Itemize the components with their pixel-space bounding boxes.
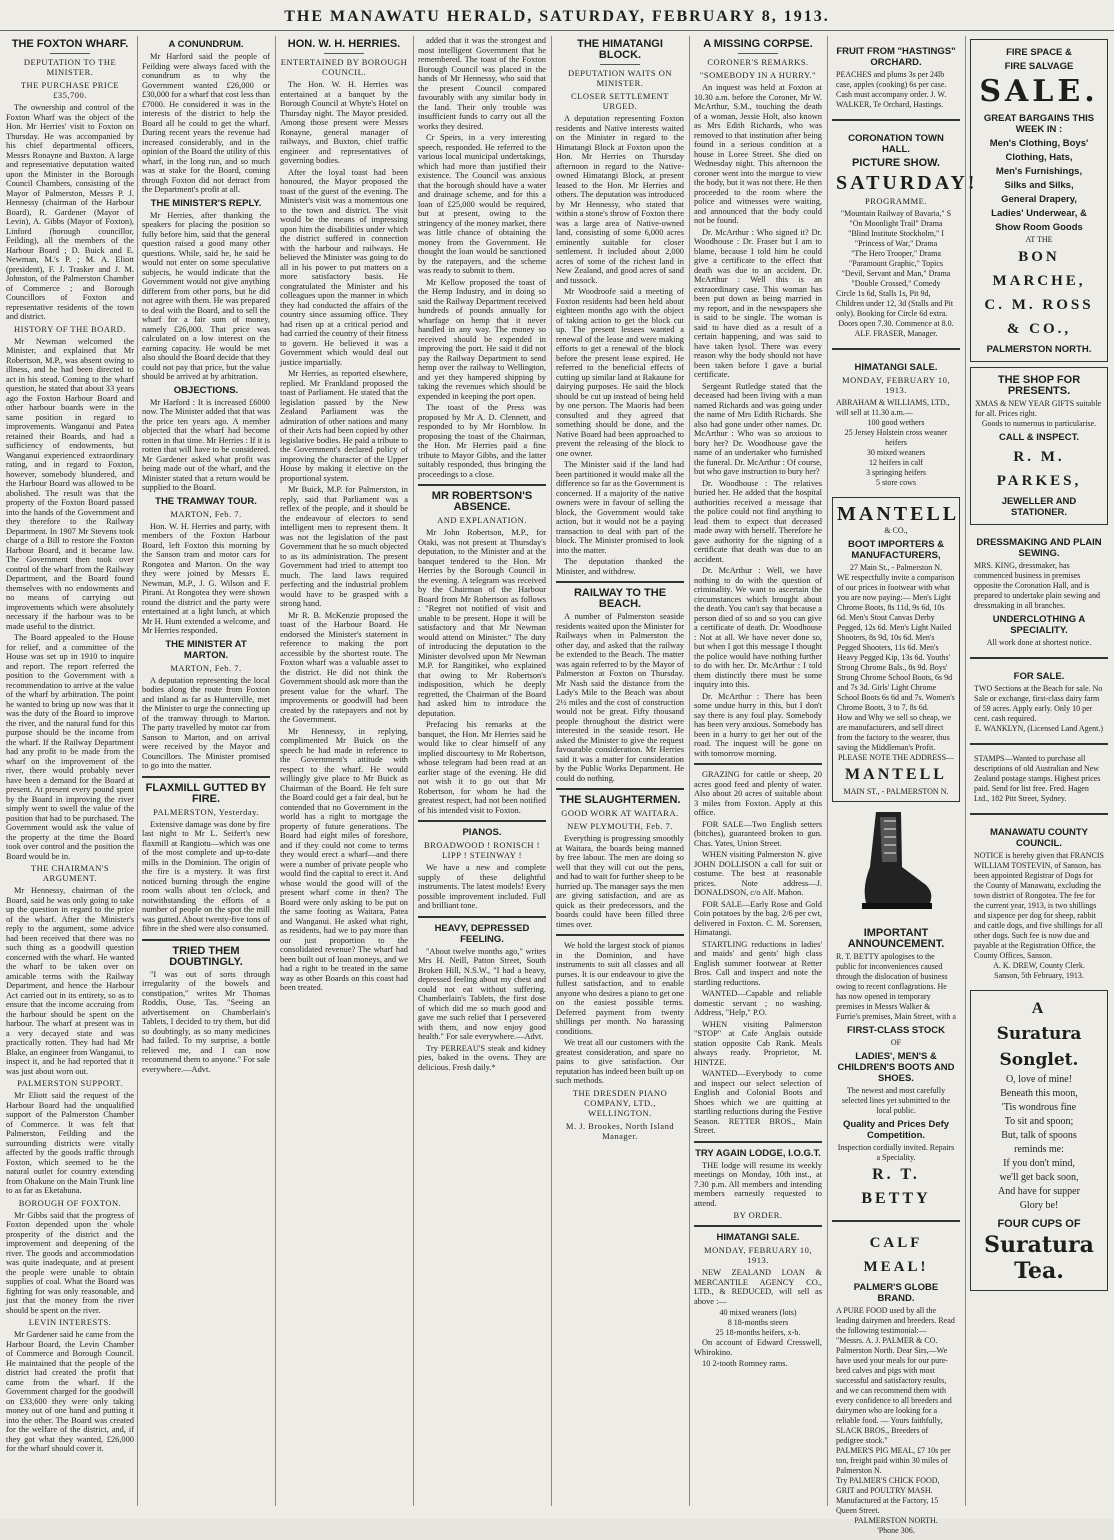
article-paragraph: Dr. Woodhouse : The relatives buried her. He added that the hospital authorities received a message that the police could not find anything to lead them to expect that deceased made away with herself. Therefore he gave authority for the signing of a certificate that death was due to an accident. <box>694 478 822 564</box>
article-paragraph: Dr. McArthur : Well, we have nothing to do with the question of criminality. We want to ascertain the circumstances which brought about the death. You can't say that because a person died of so and so you can give a certificate of death. Dr. Woodhouse : Not at all. We have never done so, but when I got this message I thought the police would have nothing further to do with her. Dr. McArthur : I told them distinctly there must be some inquiry into this. <box>694 566 822 689</box>
advert-betty <box>832 921 960 1215</box>
article-paragraph: Dr. McArthur : Who signed it? Dr. Woodhouse : Dr. Fraser but I am to blame, because I told him he could give a certificate to the effect that death was due to an accident. Dr. McArthur : Well this is an extraordinary case. This woman has been put down as being married in my report, and in the newspapers she is said to be single. The woman is said to have died as a result of a certain happening, and was said to have taken lysol. There was every reason why the body should not have been taken before I gave a burial certificate. <box>694 227 822 379</box>
advert-text: ABRAHAM & WILLIAMS, LTD., will sell at 11.30 a.m.— <box>836 398 950 417</box>
advert-signature: THE DRESDEN PIANO COMPANY, LTD., WELLINGTON. <box>572 1087 668 1118</box>
advert-address: MAIN ST., - PALMERSTON N. <box>843 787 949 796</box>
poem-line: 'Tis wondrous fine <box>1001 1102 1077 1113</box>
divider <box>324 53 364 54</box>
article-paragraph: Mr R. B. McKenzie proposed the toast of the Harbour Board. He endorsed the Minister's statement in reference to making the port accessible by the shortest route. The Foxton wharf was a valuable asset to the district. He did not think the Government should ask more than the present value for the wharf. The improvements or goodwill had been created by the ratepayers and not by the Government. <box>280 610 408 724</box>
article-paragraph: Mr Harford : It is increased £6000 now. The Minister added that that was the price ten years ago. A member objected that the wharf had become rotten in that time. Mr Herries : If it is rotten that will have to be considered. Mr Gardener asked what profit was being made out of the wharf, and the Minister stated that a return would be supplied to the Board. <box>142 397 270 492</box>
advert-signature: ALF. FRASER, Manager. <box>854 329 938 338</box>
poem-line: If you don't mind, <box>1003 1158 1075 1169</box>
advert-paragraph: We treat all our customers with the greatest consideration, and spare no pains to give satisfaction. Our reputation has indeed been built up on such methods. <box>556 1038 684 1085</box>
classified-ad: WHEN visiting Palmerston N. give JOHN DOLLISON a call for suit or costume. The best at reasonable prices. Note address—J. DONALDSON, c/o Alf. Mahon. <box>694 850 822 897</box>
article-headline: THE FOXTON WHARF. <box>11 38 129 50</box>
advert-phone: 'Phone 306. <box>877 1526 915 1535</box>
stock-item: 30 mixed weaners <box>866 448 926 457</box>
stock-item: 12 heifers in calf <box>869 458 923 467</box>
article-subhead: GOOD WORK AT WAITARA. <box>561 808 679 818</box>
dateline: NEW PLYMOUTH, Feb. 7. <box>567 821 673 831</box>
divider <box>556 788 684 790</box>
article-headline: RAILWAY TO THE BEACH. <box>573 587 667 610</box>
column-rule <box>965 36 966 1506</box>
advert-stamps <box>970 750 1108 808</box>
advert-big-title: Suratura Tea. <box>984 1232 1094 1284</box>
advert-headline: TRIED THEM DOUBTINGLY. <box>169 944 243 968</box>
article-paragraph: Mr Herries, after thanking the speakers for placing the position so fully before him, said that the general question raised a good many other questions. While, said he, he said he would not enter on some speculative subjects, he would indicate that the Government would not give anything different from other ports, but he did not agree with them. He was prepared to deal with the Board, and to sell the wharf for a fair sum of money, namely £26,000. That price was calculated on a low interest on the earning capacity. He would be met also should the Board decide that they could not pay that price, but the value should be arrived at by arbitration. <box>142 210 270 381</box>
poem-line: Beneath this moon, <box>1000 1088 1078 1099</box>
advert-subhead: FIRE SALVAGE <box>1004 61 1074 72</box>
advert-subhead: PALMER'S GLOBE BRAND. <box>853 1282 939 1304</box>
sale-item: Men's Clothing, Boys' <box>989 138 1089 149</box>
notice-signature: A. K. DREW, County Clerk. <box>993 961 1085 970</box>
column-2 <box>142 36 270 1508</box>
advert-big-title: CALF MEAL! <box>863 1235 929 1275</box>
advert-himatangi-sale <box>832 355 960 492</box>
column-3 <box>280 36 408 1508</box>
article-headline: THE MINISTER AT MARTON. <box>165 638 247 661</box>
advert-text: R. T. BETTY apologises to the public for inconveniences caused through the dislocation of business owing to recent conflagrations. He has now opened in temporary premises in Messrs Walker & Furrie's premises, Main Street, with a <box>836 952 956 1021</box>
column-4 <box>418 36 546 1508</box>
divider <box>418 484 546 486</box>
programme-item: "The Hero Trooper," Drama <box>851 249 941 258</box>
divider <box>738 53 778 54</box>
divider <box>832 348 960 350</box>
article-paragraph: Mr Eliott said the request of the Harbour Board had the unqualified support of the Palmerston Chamber of Commerce. It was felt that Palmerston, Feilding and the surrounding districts were vitally affected by the goods traffic through Foxton, which seemed to be the natural outlet for country extending from Ohakune on the Main Trunk line to as far as Eketahuna. <box>6 1091 134 1195</box>
advert-date: MONDAY, FEBRUARY 10, 1913. <box>842 375 950 395</box>
advert-big-title: MANTELL <box>837 503 960 525</box>
stock-item: 3 springing heifers <box>866 468 926 477</box>
article-paragraph: Mr Newman welcomed the Minister, and explained that Mr Robertson, M.P., was absent owing to illness, and he had been directed to act in his stead. Coming to the wharf question, he stated that about 33 years ago the Foxton Harbour Board and other harbour boards were in the same position in regard to improvements. Wanganui and Patea retained their Boards, and had a sufficiency of endowments, but Wanganui experienced extraordinary rating, and in regard to Foxton, however, somebody blundered, and the Harbour Board was allowed to be abolished. The result was that the property of the Foxton Board passed into the hands of the Government and they therefore to the Railway Department. In 1907 Mr Stevens took charge of a Bill to restore the Foxton Harbour Board, and it became law. The Government then took over control of the wharf from the Railway Department, and the Board found themselves with no endowments and no means of carrying out improvements which were absolutely necessary if the harbour was to be made useful to the district. <box>6 336 134 631</box>
advert-text: Inspection cordially invited. Repairs a Speciality. <box>837 1143 955 1162</box>
article-paragraph: added that it was the strongest and most intelligent Government that he remembered. The toast of the Foxton Borough Council was placed in the hands of Mr Hennessy, who said that the present Council compared favourably with any similar body in the land. Their only trouble was insufficient funds to carry out all the works they desired. <box>418 36 546 131</box>
article-paragraph: The toast of the Press was proposed by Mr A. D. Clennett, and responded to by Mr Hornblow. In proposing the toast of the Chairman, the Hon. Mr Herries paid a fine tribute to Mayor Gibbs, and the latter suitably responded, thus bringing the proceedings to a close. <box>418 403 546 479</box>
advert-for-sale <box>970 664 1108 738</box>
article-subhead: CORONER'S REMARKS. <box>707 57 809 67</box>
dateline: PALMERSTON, Yesterday. <box>153 806 259 817</box>
article-subhead: AND EXPLANATION. <box>437 515 527 525</box>
advert-suratura <box>970 990 1108 1291</box>
poem-line: But, talk of spoons <box>1001 1130 1077 1141</box>
advert-headline: IMPORTANT ANNOUNCEMENT. <box>847 927 945 950</box>
column-5 <box>556 36 684 1508</box>
advert-subhead: GREAT BARGAINS THIS WEEK IN : <box>983 113 1095 135</box>
article-paragraph: Cr Speirs, in a very interesting speech, responded. He referred to the various local municipal undertakings, which had more than justified their existence. The Council was anxious that the borough should have a water and drainage scheme, and for this a loan of £25,000 would be required, but at present, owing to the stringency of the money market, there was little chance of obtaining the money from the Government. He thought the loan would be sanctioned by the ratepayers, and the scheme was ready to submit to them. <box>418 133 546 275</box>
column-rule <box>551 36 552 1506</box>
advert-headline: CORONATION TOWN HALL. <box>848 133 944 155</box>
advert-big-title: R. M. PARKES, <box>996 449 1082 489</box>
advert-big-title: MANTELL <box>845 766 947 783</box>
advert-text: Try PALMER'S CHICK FOOD, GRIT and POULTRY MASH. Manufactured at the Factory, 15 Queen Street. <box>836 1476 940 1515</box>
article-subhead: CLOSER SETTLEMENT URGED. <box>571 91 669 111</box>
divider <box>832 119 960 121</box>
advert-big-title: SATURDAY! <box>836 172 978 194</box>
advert-text: The newest and most carefully selected lines yet submitted to the local public. <box>841 1086 951 1115</box>
article-paragraph: The Minister said if the land had been partitioned it would make all the difference so far as the Government is concerned. If a majority of the native owners were in favour of selling the block, the Government would take action, but it would not be a paying transaction to deal with part of the block. The Minister promised to look into the matter. <box>556 460 684 555</box>
advert-subhead: FOUR CUPS OF <box>997 1218 1081 1230</box>
article-paragraph: The Board appealed to the House for relief, and a committee of the House was set up in 1910 to inquire and report. The report referred the position to the Government with a recommendation to arrive at the value of the wharf by arbitration. The point he wanted to bring up now was that it was the duty of the Board to improve the river, and the natural fund for this purpose should be the income from the wharf. If the Railway Department had any profit to be made from the wharf on the improvement of the river, there would probably never have been a demand for the Board at present. At present every pound spent by the Board in improving the river simply went to swell the value of the position that had to be purchased. The Government would ask the value of the property at the time the Board took over control and the position the Board would be in. <box>6 633 134 861</box>
advert-headline: FOR SALE. <box>1013 671 1065 682</box>
article-foxton-wharf <box>6 39 134 1454</box>
advert-headline: TRY AGAIN LODGE, I.O.G.T. <box>695 1147 821 1159</box>
article-subhead: "SOMEBODY IN A HURRY." <box>699 70 817 80</box>
notice-signature: BY ORDER. <box>733 1210 783 1220</box>
advert-paragraph: NEW ZEALAND LOAN & MERCANTILE AGENCY CO., LTD., & REDUCED, will sell as above :— <box>694 1268 822 1306</box>
advert-paragraph: We hold the largest stock of pianos in the Dominion, and have instruments to suit all classes and all purses. It is our endeavour to give the fullest satisfaction, and to enable anyone who desires a piano to get one on the easiest possible terms. Deferred payment from twenty shillings per month. No harassing conditions. <box>556 941 684 1036</box>
article-headline: A CONUNDRUM. <box>168 39 244 50</box>
advert-headline: HEAVY, DEPRESSED FEELING. <box>434 922 530 945</box>
stock-item: 40 mixed weaners (lots) <box>719 1308 797 1317</box>
classified-ad: WHEN visiting Palmerston "STOP" at Cafe Anglais outside station opposite Cab Rank. Meals always ready. Proprietor, M. HINTZE. <box>694 1019 822 1067</box>
section-subhead: LEVIN INTERESTS. <box>28 1317 112 1327</box>
article-paragraph: Mr Herries, as reported elsewhere, replied. Mr Frankland proposed the toast of Parliament. He stated that the legislation passed by the New Zealand Parliament was the admiration of other nations and many of their Acts had been copied by other legislative bodies. He paid a tribute to the Government's declared policy of improving the character of the Upper House by making it elective on the proportional system. <box>280 369 408 483</box>
advert-text: All work done at shortest notice. <box>986 638 1092 647</box>
advert-text: How and Why we sell so cheap, we are manufacturers, and sell direct from the factory to the wearer, thus saving the Middleman's Profit. <box>837 713 952 752</box>
advert-text: PLEASE NOTE THE ADDRESS— <box>837 753 955 762</box>
advert-subhead: CALL & INSPECT. <box>998 432 1080 443</box>
stock-item: 8 18-months steers <box>727 1318 789 1327</box>
article-paragraph: Everything is progressing smoothly at Waitara, the boards being manned by free labour. The men are doing so well that they will cut out the pens, and had to wait for further sheep to be hurried up. The manager says the men are giving satisfaction, and are as quick as their predecessors, and the boards could have been filled three times over. <box>556 834 684 929</box>
divider <box>970 813 1108 815</box>
advert-text: PEACHES and plums 3s per 24lb case, apples (cooking) 6s per case. Cash must accompany order. J. W. WALKER, Te Orchard, Hastings. <box>836 70 947 109</box>
advert-paragraph: On account of Edward Cresswell, Whirokino. <box>694 1338 822 1357</box>
divider <box>970 743 1108 745</box>
advert-subhead: BOOT IMPORTERS & MANUFACTURERS, <box>847 539 945 561</box>
column-6 <box>694 36 822 1508</box>
advert-text: OF <box>890 1038 902 1047</box>
advert-paragraph: Try PERREAU'S steak and kidney pies, baked in the ovens. They are delicious. Fresh daily.* <box>418 1043 546 1072</box>
article-paragraph: Mr John Robertson, M.P., for Otaki, was not present at Thursday's deputation, to the Minister and at the banquet tendered to the Hon. Mr Herries by the Borough Council in the evening. A telegram was received by the Chairman of the Harbour Board from Mr Robertson as follows : "Regret not notified of visit and unable to be present. Hope it will be satisfactory and that Mr Newman would attend on Minister." The duty of introducing the deputation to the Minister devolved upon Mr Newman M.P. for Rangitikei, who explained that owing to Mr Robertson's indisposition, which he deeply regretted, the Chairman of the Board had asked him to introduce the deputation. <box>418 528 546 718</box>
advert-paragraph: We have a new and complete supply of these delightful instruments. The latest models! Every possible improvement included. Full and brilliant tone. <box>418 863 546 910</box>
advert-subhead: Quality and Prices Defy Competition. <box>842 1119 950 1141</box>
sale-item: Clothing, Hats, <box>1005 152 1073 163</box>
advert-text: TWO Sections at the Beach for sale. No Sale or exchange, first-class dairy farm of 59 acres. Apply early. Only 10 per cent. cash required. <box>974 684 1103 723</box>
poem-line: O, love of mine! <box>1005 1074 1073 1085</box>
article-subhead: DEPUTATION TO THE MINISTER. <box>23 57 117 77</box>
advert-subhead: JEWELLER AND STATIONER. <box>1001 496 1077 518</box>
advert-text: Goods to numerous to particularise. <box>981 419 1097 428</box>
advert-subhead: UNDERCLOTHING A SPECIALITY. <box>992 614 1086 636</box>
advert-signature: E. WANKLYN, (Licensed Land Agent.) <box>974 724 1104 733</box>
advert-paragraph: 10 2-tooth Romney rams. <box>702 1359 788 1368</box>
article-headline: HON. W. H. HERRIES. <box>287 38 401 50</box>
programme-item: "On Moonlight Trail" Drama <box>849 219 943 228</box>
advert-text: A PURE FOOD used by all the leading dairymen and breeders. Read the following testimonial:— "Messrs. A. J. PALMER & CO. Palmerston North. Dear Sirs,—We have used your meals for our pure-bred calves and pigs with most successful and satisfactory results, and we can recommend them with every confidence to all breeders and dairymen who are looking for a reliable food. — Yours faithfully, SLACK BROS., Breeders of pedigree stock." <box>836 1306 955 1445</box>
advert-big-title: R. T. BETTY <box>861 1166 931 1207</box>
notice-text: NOTICE is hereby given that FRANCIS WILLIAM TOSTEVIN, of Sanson, has been appointed Registrar of Dogs for the County of Manawatu, excluding the town district of Rongotea. The fee for the current year, 1913, is two shillings and sixpence per dog for sheep, rabbit and cattle dogs, and five shillings for all other dogs. Such fee is now due and payable at the Registration Office, the County Offices, Sanson. <box>974 851 1104 960</box>
programme-item: "Mountain Railway of Bavaria," S <box>840 209 952 218</box>
advert-big-title: SALE. <box>979 74 1099 109</box>
advert-headline: PIANOS. <box>462 827 502 838</box>
advert-headline: HIMATANGI SALE. <box>854 362 938 373</box>
sale-item: General Drapery, <box>1001 194 1077 205</box>
article-paragraph: The Hon. W. H. Herries was entertained at a banquet by the Borough Council at Whyte's Hotel on Thursday night. The Mayor presided. Among those present were Messrs Ronayne, general manager of railways, and Buxton, chief traffic engineer and representatives of governing bodies. <box>280 80 408 165</box>
advert-subhead: BROADWOOD ! RONISCH ! LIPP ! STEINWAY ! <box>423 840 541 860</box>
poem-line: Glory be! <box>1019 1200 1059 1211</box>
article-headline: THE SLAUGHTERMEN. <box>559 794 681 806</box>
advert-picture-show <box>832 126 978 343</box>
article-paragraph: Mr Gibbs said that the progress of Foxton depended upon the whole prosperity of the district and the improvement and deepening of the river. The goods and accommodation was quite inadequate, and at present the people were unable to obtain supplies of coal. What the Board was fighting for was only reasonable, and just that the money from the river should be spent on the river. <box>6 1210 134 1315</box>
article-paragraph: Extensive damage was done by fire last night to Mr L. Seifert's new flaxmill at Rangiotu—which was one of the most complete and up-to-date mills in the Dominion. The origin of the fire is a mystery. It was first noticed burning through the engine room walls about ten o'clock, and notwithstanding the efforts of a number of people on the spot the mill was gutted. About twenty-five tons of fibre in the shed were also consumed. <box>142 819 270 933</box>
advert-paragraph: "I was out of sorts through irregularity of the bowels and constipation," writes Mr Thomas Roddis, Ouse, Tas. "Seeing an advertisement on Chamberlain's Tablets, I decided to try them, but did so doubtingly, as so many medicines had failed. To my surprise, a bottle relieved me, and I can now recommend them to anyone." For sale everywhere.—Advt. <box>142 969 270 1074</box>
advert-subhead: FIRST-CLASS STOCK <box>847 1025 945 1036</box>
advert-subhead: PALMERSTON NORTH. <box>986 344 1092 355</box>
article-paragraph: A deputation representing the local bodies along the route from Foxton and inland as far as Hunterville, met the Minister to urge the connecting up of the tramway through to Marton. The party travelled by motor car from Sanson to Marton, and on arrival were received by the Mayor and Councillors. The Minister promised to go into the matter. <box>142 675 270 770</box>
poem-line: reminds me: <box>1014 1144 1064 1155</box>
divider <box>694 1141 822 1143</box>
divider <box>694 763 822 765</box>
poem <box>977 1073 1101 1213</box>
advert-text: Circle 1s 6d, Stalls 1s, Pit 9d, Children under 12, 3d (Stalls and Pit only). Booking for Circle 6d extra. <box>836 289 954 318</box>
notice-date: Sanson, 5th February, 1913. <box>994 971 1084 980</box>
divider <box>694 1225 822 1227</box>
article-subhead: DEPUTATION WAITS ON MINISTER. <box>567 68 673 88</box>
stock-list <box>694 1308 822 1338</box>
poem-line: And have for supper <box>998 1186 1080 1197</box>
advert-subhead: PROGRAMME. <box>865 196 927 206</box>
advert-fire-sale <box>970 39 1108 362</box>
divider <box>418 820 546 822</box>
article-subhead: ENTERTAINED BY BOROUGH COUNCIL. <box>280 57 408 77</box>
article-paragraph: A number of Palmerston seaside residents waited upon the Minister for Railways when in Palmerston the other day, and asked that the railway be extended to the Beach. The matter was again referred to by the Mayor of Palmerston at Foxton on Thursday. Mr Nash said the distance from the Lady's Mile to the Beach was about 2½ miles and the cost of construction would not be great. Fifty thousand people throughout the district were interested in the seaside resort. He asked the Minister to give the request favourable consideration. Mr Herries said it was a matter for consideration by the Public Works Department. He could do nothing. <box>556 612 684 783</box>
column-rule <box>827 36 828 1506</box>
boot-icon <box>856 807 936 917</box>
advert-fruit <box>832 39 960 114</box>
advert-headline: FRUIT FROM "HASTINGS" ORCHARD. <box>836 46 956 68</box>
article-paragraph: After the loyal toast had been honoured, the Mayor proposed the toast of the guest of the evening. The Minister's visit was a momentous one to the town and district. The visit would be the means of impressing upon him the disabilities under which the district suffered in connection with the harbour and railways. He believed the Minister was going to do all in his power to put matters on a more satisfactory basis. He congratulated the Minister and his colleagues upon the manner in which they had conducted the affairs of the country since assuming office. They had risen up at a critical period and had carried the country of their fitness to govern. He believed it was a Government which would deal out justice impartially. <box>280 167 408 367</box>
sale-item: Ladies' Underwear, & <box>991 208 1087 219</box>
divider <box>832 1220 960 1222</box>
advert-parkes <box>970 367 1108 525</box>
article-paragraph: The ownership and control of the Foxton Wharf was the object of the Hon. Mr Herries' visit to Foxton on Thursday. He was accompanied by his chief departmental officers, Messrs Ronayne and Buxton. A large and representative deputation waited upon the Minister in the Borough Council Chambers, consisting of the Mayor of Palmerston, Messrs P. J. Hennessy (chairman of the Harbour Board), R. Gardener (Mayor of Levin), A. Gibbs (Mayor of Foxton), Linford (borough councillor, Feilding), all the members of the Harbour Board ; D. Buick and E. Newman, M.'s P. ; M. A. Eliott (president), F. J. Trasker and J. M. Johnston, of the Palmerston Chamber of Commerce ; and Borough Councillors of Foxton and representative residents of the town and district. <box>6 103 134 321</box>
advert-address: 27 Main St., - Palmerston N. <box>850 563 942 572</box>
section-subhead: BOROUGH OF FOXTON. <box>18 1197 122 1208</box>
programme-item: "Devil, Servant and Man," Drama <box>841 269 951 278</box>
advert-text: STAMPS—Wanted to purchase all descriptions of old Australian and New Zealand postage stamps. Highest prices paid. Send for list free. Fred. Hagen Ltd., 182 Pitt Street, Sydney. <box>974 754 1101 803</box>
article-paragraph: The deputation thanked the Minister, and withdrew. <box>556 557 684 576</box>
article-headline: THE HIMATANGI BLOCK. <box>577 38 663 61</box>
stock-item: 100 good wethers <box>867 418 925 427</box>
classified-ad: FOR SALE—Early Rose and Gold Coin potatoes by the bag. 2/6 per cwt, delivered in Foxton. C. M. Sorensen, Himatangi. <box>694 899 822 937</box>
notice-county-council <box>970 820 1108 985</box>
poem-line: we'll get back soon, <box>999 1172 1079 1183</box>
divider <box>142 776 270 778</box>
advert-signature: PALMERSTON NORTH. <box>854 1516 938 1525</box>
advert-headline: HIMATANGI SALE. <box>716 1232 800 1243</box>
classified-ad: FOR SALE—Two English setters (bitches), guaranteed broken to gun. Chas. Yates, Union Street. <box>694 819 822 848</box>
programme-item: "Paramount Graphic," Topics <box>848 259 944 268</box>
sale-item: Show Room Goods <box>995 222 1083 233</box>
notice-headline: MANAWATU COUNTY COUNCIL. <box>990 827 1088 849</box>
column-rule <box>137 36 138 1506</box>
article-paragraph: A deputation representing Foxton residents and Native interests waited on the Minister in regard to the Himatangi Block at Foxton upon the Hon. Mr Herries on Thursday afternoon in regard to the Native-owned Himatangi Block, at present leased to the Hon. Mr Herries and others. The deputation was introduced by Mr Hennessy, who stated that within a stone's throw of Foxton there was a large area of Native-owned land, consisting of some 6,000 acres eminently suitable for closer settlement. It included about 2,000 acres of some of the richest land in New Zealand, and good acres of sand and tussock. <box>556 114 684 285</box>
classified-ad: GRAZING for cattle or sheep, 20 acres good feed and plenty of water. Also about 20 acres of suitable about 3 miles from Foxton. Apply at this office. <box>694 770 822 817</box>
advert-headline: THE SHOP FOR PRESENTS. <box>997 374 1081 397</box>
advert-date: MONDAY, FEBRUARY 10, 1913. <box>704 1245 812 1265</box>
article-paragraph: Mr Hennessy, chairman of the Board, said he was only going to take up the question in regard to the price of the wharf. After the Minister's reply to the argument, some advice had been received that there was no such thing as a goodwill question concerned with the wharf. He wanted the wharf to be taken over on amicable terms with the Railway Department, and hence the Harbour Act carried out in its entirety, so as to ensure that the income accruing from the harbour should be spent on the harbour. The wharf at present was in a very decayed state and was practically rotten. They had had Mr Blake, an engineer from Wanganui, to inspect it, and he had reported that it was just about worn out. <box>6 886 134 1076</box>
masthead-rule <box>0 30 1114 31</box>
advert-big-title: C. M. ROSS & CO., <box>984 297 1094 337</box>
notice-paragraph: THE lodge will resume its weekly meetings on Monday, 10th inst., at 7.30 p.m. All members and intending members earnestly requested to attend. <box>694 1160 822 1208</box>
advert-signature: M. J. Brookes, North Island Manager. <box>565 1120 675 1141</box>
column-rule <box>275 36 276 1506</box>
advert-text: PALMER'S PIG MEAL, £7 10s per ton, freight paid within 30 miles of Palmerston N. <box>836 1446 951 1475</box>
advert-text: WE respectfully invite a comparison of our prices in footwear with what you are now paying:— Men's Light Chrome Boots, 8s 11d, 9s 6d, 10s 6d. Men's Stout Canvas Derby Pegged, 12s 6d. Men's Light Nailed Shooters, 8s 9d, 10s 6d. Men's Pegged Shooters, 11s 6d. Men's Heavy Pegged Kip, 13s 6d. Youths' Strong Chrome Bals., 8s 9d. Boys' Strong Chrome School Boots, 6s 9d and 7s 3d. Girls' Light Chrome School Boots 6s 6d and 7s. Women's Chrome Boots, 3 to 7, 8s 6d. <box>837 573 955 712</box>
advert-subhead: LADIES', MEN'S & CHILDREN'S BOOTS AND SHOES. <box>837 1051 955 1084</box>
programme-item: "Princess of War," Drama <box>854 239 938 248</box>
article-headline: THE TRAMWAY TOUR. <box>155 495 257 507</box>
advert-dressmaking <box>970 530 1108 652</box>
section-subhead: THE CHAIRMAN'S ARGUMENT. <box>30 863 110 883</box>
sale-item: Silks and Silks, <box>1004 180 1074 191</box>
article-headline: MR ROBERTSON'S ABSENCE. <box>431 490 533 513</box>
article-headline: FLAXMILL GUTTED BY FIRE. <box>145 781 267 805</box>
divider <box>556 581 684 583</box>
advert-text: MRS. KING, dressmaker, has commenced business in premises opposite the Coronation Hall, and is prepared to undertake plain sewing and dressmaking in all branches. <box>974 561 1100 610</box>
article-paragraph: Mr Gardener said he came from the Harbour Board, the Levin Chamber of Commerce and Borough Council. He maintained that the people of the district had created the profit that came from the wharf. If the Government charged for the goodwill on £33,600 they were only taking money out of one hand and putting it into the other. The Board was created for the welfare of the district, and, if they got what they wanted, £26,000 for the wharf should cover it. <box>6 1330 134 1453</box>
advert-mantell <box>832 497 960 802</box>
article-paragraph: Mr Buick, M.P. for Palmerston, in reply, said that Parliament was a reflex of the people, and it should be the endeavour of electors to send intelligent men to represent them. It was not the legislation of the past Government that he so much objected to as its administration. The present Government had tried to attempt too much. The land laws required perfecting and the industrial problem would have to be grasped with a strong hand. <box>280 485 408 608</box>
boot-illustration <box>856 807 936 917</box>
column-rule <box>689 36 690 1506</box>
divider <box>418 916 546 918</box>
article-paragraph: An inquest was held at Foxton at 10.30 a.m. before the Coroner, Mr W. McArthur, S.M., touching the death of a woman, Jessie Holt, also known as Mrs Edith Richards, who was removed to that institution after being found in a serious condition at a house in Loree Street. She died on Wednesday night. This afternoon the coroner went into the morgue to view the body, but it was not there. He then proceeded to the room where the police and witnesses were waiting, and announced that the body could not be found. <box>694 83 822 225</box>
advert-text: Doors open 7.30. Commence at 8.0. <box>838 319 954 328</box>
classified-ad: STARTLING reductions in ladies' and maids' and gents' high class English summer footwear at Retter Bros. Call and inspect and note the startling reductions. <box>694 939 822 987</box>
sale-item: Men's Furnishings, <box>995 166 1083 177</box>
article-paragraph: Mr Woodroofe said a meeting of Foxton residents had been held about eighteen months ago with the object of taking action to get the block cut up. The present lessees wanted a renewal of the lease and were making efforts to get a renewal of the block before the present lease expired. He referred to the beneficial effects of cutting up similar land at Rakaune for dairying purposes. He said the block should be cut up instead of being held by one person. The Maoris had been consulted and they agreed that something should be done, and the Native Board had been approached to prevent the releasing of the block to one owner. <box>556 287 684 458</box>
column-1 <box>6 36 134 1508</box>
column-8 <box>970 36 1108 1508</box>
column-7 <box>832 36 978 1535</box>
article-paragraph: Mr Hennessy, in replying, complimented Mr Buick on the speech he had made in reference to the Government's attitude with respect to the wharf. He would willingly give place to Mr Buick as Chairman of the Board. He felt sure the Board could get a fair deal, but he contended that no Government in the world has a right to mortgage the property of future generations. The Board had eight miles of foreshore, and if they could not come to terms they would erect a wharf—and there were a number of private people who would find the capital to erect it. And whose would the good will of the present wharf come in then? The Board were only asking to be put on the same footing as Waitara, Patea and Wanganui. He asked what right, as residents, had we to pay more than our just proportion to the consolidated revenue? The wharf had been built out of loan moneys, and we had a right to be treated in the same way as other Boards on this coast had been treated. <box>280 726 408 992</box>
section-subhead: HISTORY OF THE BOARD. <box>14 323 126 334</box>
advert-text: A <box>1031 1000 1047 1017</box>
article-paragraph: Mr Harford said the people of Feilding were always faced with the conundrum as to why the Government wanted £26,000 or £30,000 for a wharf that cost less than £7000. He considered it was in the interests of the district to help the Board all he could to get the wharf. During recent years the revenue had increased considerably, and in the opinion of the Board the utility of this wharf, in the long run, and so much was at stake for the Board, coming through Foxton did not detract from the Department's profit at all. <box>142 52 270 194</box>
masthead: THE MANAWATU HERALD, SATURDAY, FEBRUARY 8, 1913. <box>284 8 830 25</box>
advert-text: AT THE <box>1025 235 1053 244</box>
advert-subhead: FIRE SPACE & <box>1006 47 1072 58</box>
divider <box>556 934 684 936</box>
advert-headline: DRESSMAKING AND PLAIN SEWING. <box>976 537 1102 559</box>
article-subhead: THE PURCHASE PRICE £35,700. <box>20 80 120 100</box>
advert-big-title: BON MARCHE, <box>992 249 1086 289</box>
poem-line: To sit and spoon; <box>1004 1116 1074 1127</box>
stock-item: 5 store cows <box>876 478 916 487</box>
article-headline: OBJECTIONS. <box>173 384 239 396</box>
article-paragraph: Prefacing his remarks at the banquet, the Hon. Mr Herries said he would like to clear himself of any implied discourtesy to Mr Robertson, whose telegram had been read at an earlier stage of the evening. He did not wish it to go out that Mr Robertson, for whom he had the greatest respect, had not been notified of his intended visit to Foxton. <box>418 720 546 815</box>
article-paragraph: Mr Kellow proposed the toast of the Hemp Industry, and in doing so said the Railway Department received hundreds of pounds annually for wharfage on hemp that it never handled in any way. The money so received should be expended in improving the port. He said it did not pay the Railway Department to send hemp over the railway to Wellington, and yet they hampered shipping by taking the revenues which should be expended in keeping the port open. <box>418 277 546 401</box>
stock-item: 25 18-months heifers, x-b. <box>715 1328 801 1337</box>
divider <box>142 939 270 941</box>
advert-big-title: Suratura Songlet. <box>996 1024 1082 1070</box>
advert-title: PICTURE SHOW. <box>851 157 940 169</box>
programme-item: "Blind Institute Stockholm," I <box>848 229 944 238</box>
stock-item: 25 Jersey Holstein cross weaner heifers <box>844 428 948 447</box>
article-headline: THE MINISTER'S REPLY. <box>150 197 262 209</box>
article-paragraph: Dr. McArthur : There has been some undue hurry in this, but I don't say there is any foul play. Somebody has been very anxious. Somebody has been in a hurry to get her out of the road. The inquest will be gone on with tomorrow morning. <box>694 691 822 758</box>
divider <box>50 53 90 54</box>
classified-ad: WANTED—Capable and reliable domestic servant ; no washing. Address, "Help," P.O. <box>694 989 822 1017</box>
column-rule <box>413 36 414 1506</box>
divider <box>600 64 640 65</box>
advert-calf-meal <box>832 1227 960 1540</box>
advert-text: XMAS & NEW YEAR GIFTS suitable for all. Prices right. <box>975 399 1101 418</box>
article-paragraph: Sergeant Rutledge stated that the deceased had been living with a man named Richards and was going under the name of Mrs Edith Richards. She also had gone under other names. Dr. McArthur : Who was so anxious to bury her? Dr. Woodhouse gave the name of an undertaker who furnished the funeral. Dr. McArthur : Of course, but who gave instruction to bury her? <box>694 381 822 476</box>
classified-ad: WANTED—Everybody to come and inspect our select selection of English and Colonial Boots and Shoes which we are quitting at startling reductions during the Festive Season. RETTER BROS., Main Street. <box>694 1069 822 1135</box>
dateline: MARTON, Feb. 7. <box>170 508 242 519</box>
dateline: MARTON, Feb. 7. <box>170 662 242 673</box>
article-paragraph: Hon. W. H. Herries and party, with members of the Foxton Harbour Board, left Foxton this morning by the Sanson tram and motor cars for Rongotea and Marton. On the way they were joined by Messrs E. Newman, M.P., J. G. Wilson and F. Pirani. At Rongotea they were shown round the district and the party were entertained at a light lunch, at which Mr H. Hunt extended a welcome, and Mr Herries responded. <box>142 521 270 635</box>
advert-paragraph: "About twelve months ago," writes Mrs H. Neill, Patton Street, South Broken Hill, N.S.W., "I had a heavy, depressed feeling about my chest and could not eat without suffering. Chamberlain's Tablets, the first dose of which did me so much good and gave me such relief that I persevered with them, and now enjoy good health." For sale everywhere.—Advt. <box>418 946 546 1041</box>
advert-text: & CO., <box>884 526 908 535</box>
divider <box>970 657 1108 659</box>
section-subhead: PALMERSTON SUPPORT. <box>17 1078 123 1088</box>
article-headline: A MISSING CORPSE. <box>703 38 813 50</box>
programme-item: "Double Crossed," Comedy <box>851 279 941 288</box>
